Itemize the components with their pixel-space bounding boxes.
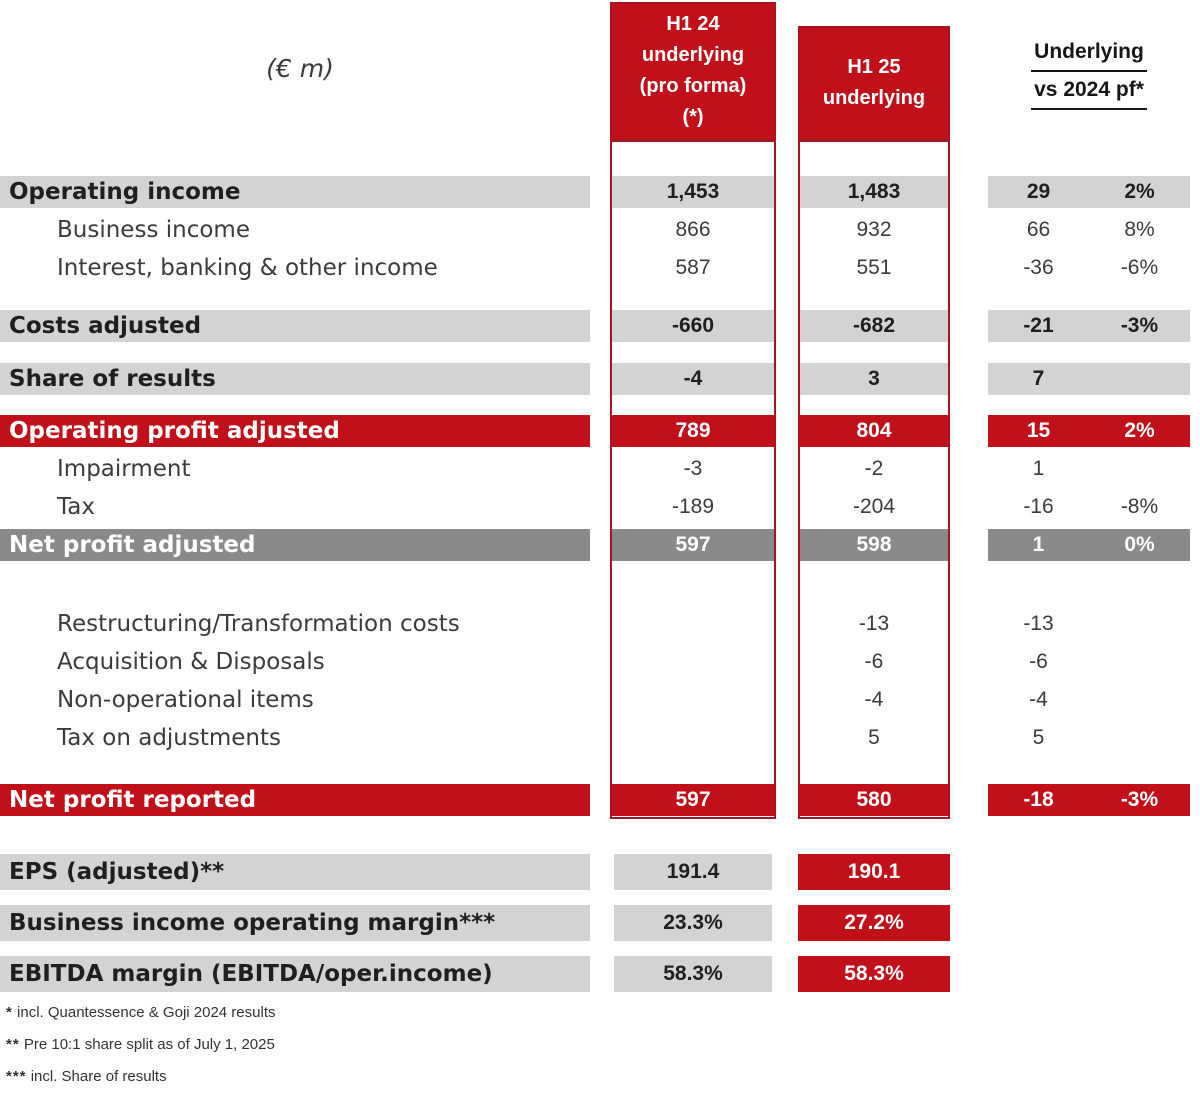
delta-cell (988, 684, 1190, 716)
footnote-text: Pre 10:1 share split as of July 1, 2025 (23, 1036, 275, 1053)
value-h1-24: -3 (683, 457, 703, 480)
delta-percent: 0% (1124, 533, 1155, 556)
table-row (0, 488, 1200, 526)
value-h1-25: 598 (800, 529, 948, 561)
row-label: Acquisition & Disposals (57, 649, 325, 675)
delta-value: 7 (1032, 367, 1045, 390)
value-h1-25: 1,483 (800, 176, 948, 208)
value-h1-25: 5 (868, 726, 880, 749)
row-spacer (0, 564, 1200, 605)
row-label: Impairment (57, 456, 191, 482)
table-row (0, 605, 1200, 643)
footnote (6, 1068, 276, 1085)
table-row (0, 526, 1200, 564)
header-line: underlying (641, 44, 745, 66)
delta-cell (988, 529, 1190, 561)
column-header-h1-25 (798, 26, 950, 140)
delta-cell (988, 646, 1190, 678)
metric-label: Business income operating margin*** (0, 905, 590, 941)
column-header-delta (988, 34, 1190, 110)
metric-label: EBITDA margin (EBITDA/oper.income) (0, 956, 590, 992)
value-h1-25: 580 (800, 784, 948, 816)
delta-value: 29 (1026, 180, 1051, 203)
header-line: underlying (822, 87, 926, 109)
footnote-text: incl. Share of results (30, 1068, 167, 1085)
delta-value: -21 (1023, 314, 1054, 337)
delta-value: -16 (1023, 495, 1054, 518)
row-label: Tax on adjustments (57, 725, 282, 751)
value-h1-25: 804 (800, 415, 948, 447)
metric-value-h1-24: 58.3% (614, 956, 772, 992)
delta-cell (988, 722, 1190, 754)
footnote-marker: * (6, 1004, 13, 1021)
value-h1-25: -6 (864, 650, 884, 673)
value-h1-24 (612, 646, 774, 678)
header-line: (pro forma) (639, 75, 747, 97)
delta-percent: -3% (1120, 788, 1159, 811)
row-spacer (0, 345, 1200, 360)
column-header-h1-24 (610, 2, 776, 140)
delta-percent: 2% (1124, 180, 1155, 203)
metrics-section (0, 852, 1200, 1005)
delta-percent: -3% (1120, 314, 1159, 337)
value-h1-25: -682 (800, 310, 948, 342)
row-spacer (0, 757, 1200, 781)
table-body (0, 140, 1200, 819)
value-h1-24 (612, 608, 774, 640)
delta-percent: 8% (1124, 218, 1155, 241)
delta-cell (988, 214, 1190, 246)
delta-cell (988, 310, 1190, 342)
value-h1-24: 1,453 (612, 176, 774, 208)
row-label: Net profit reported (0, 784, 590, 816)
row-label: Operating profit adjusted (0, 415, 590, 447)
header-line: H1 25 (847, 56, 901, 78)
table-row (0, 412, 1200, 450)
header-line: (*) (682, 106, 704, 128)
value-h1-25: -2 (864, 457, 884, 480)
table-row (0, 450, 1200, 488)
metric-value-h1-25: 190.1 (798, 854, 950, 890)
value-h1-24: 597 (612, 784, 774, 816)
row-label: Restructuring/Transformation costs (57, 611, 460, 637)
footnote-text: incl. Quantessence & Goji 2024 results (17, 1004, 276, 1021)
delta-cell (988, 608, 1190, 640)
value-h1-25: -13 (858, 612, 890, 635)
delta-value: -4 (1029, 688, 1048, 711)
value-h1-25: 551 (856, 256, 892, 279)
header-line: H1 24 (666, 13, 720, 35)
row-label: Net profit adjusted (0, 529, 590, 561)
value-h1-25: 3 (800, 363, 948, 395)
delta-value: 1 (1032, 457, 1045, 480)
footnotes (6, 1004, 276, 1100)
delta-cell (988, 363, 1190, 395)
metric-row (0, 954, 1200, 994)
value-h1-24 (612, 722, 774, 754)
delta-cell (988, 252, 1190, 284)
row-label: Business income (57, 217, 250, 243)
value-h1-25: 932 (856, 218, 892, 241)
table-row (0, 643, 1200, 681)
table-row (0, 781, 1200, 819)
footnote (6, 1036, 276, 1053)
metric-value-h1-25: 58.3% (798, 956, 950, 992)
footnote-marker: ** (6, 1036, 20, 1053)
delta-value: -6 (1029, 650, 1048, 673)
row-spacer (0, 398, 1200, 412)
table-row (0, 719, 1200, 757)
row-label: Tax (57, 494, 95, 520)
table-row (0, 307, 1200, 345)
value-h1-24: 866 (675, 218, 711, 241)
row-label: Operating income (0, 176, 590, 208)
delta-cell (988, 415, 1190, 447)
row-label: Non-operational items (57, 687, 314, 713)
delta-value: -36 (1023, 256, 1054, 279)
delta-percent: -6% (1120, 256, 1159, 279)
metric-row (0, 852, 1200, 892)
header-line: Underlying (1031, 34, 1147, 72)
delta-value: 5 (1032, 726, 1045, 749)
metric-row (0, 903, 1200, 943)
table-row (0, 360, 1200, 398)
value-h1-24: 597 (612, 529, 774, 561)
delta-value: 66 (1026, 218, 1051, 241)
delta-value: 1 (1032, 533, 1045, 556)
metric-value-h1-25: 27.2% (798, 905, 950, 941)
row-label: Share of results (0, 363, 590, 395)
value-h1-25: -204 (852, 495, 896, 518)
row-label: Interest, banking & other income (57, 255, 438, 281)
row-spacer (0, 287, 1200, 307)
delta-percent: -8% (1120, 495, 1159, 518)
delta-cell (988, 784, 1190, 816)
header-line: vs 2024 pf* (1031, 72, 1147, 110)
metric-value-h1-24: 23.3% (614, 905, 772, 941)
value-h1-24: -4 (612, 363, 774, 395)
value-h1-24: 789 (612, 415, 774, 447)
metric-value-h1-24: 191.4 (614, 854, 772, 890)
row-label: Costs adjusted (0, 310, 590, 342)
delta-value: 15 (1026, 419, 1051, 442)
table-row (0, 249, 1200, 287)
footnote-marker: *** (6, 1068, 27, 1085)
value-h1-24 (612, 684, 774, 716)
delta-cell (988, 491, 1190, 523)
table-row (0, 211, 1200, 249)
table-row (0, 173, 1200, 211)
delta-value: -18 (1023, 788, 1054, 811)
delta-value: -13 (1023, 612, 1054, 635)
delta-cell (988, 453, 1190, 485)
unit-label: (€ m) (266, 54, 334, 83)
value-h1-25: -4 (864, 688, 884, 711)
footnote (6, 1004, 276, 1021)
table-row (0, 681, 1200, 719)
delta-cell (988, 176, 1190, 208)
row-spacer (0, 140, 1200, 173)
delta-percent: 2% (1124, 419, 1155, 442)
value-h1-24: -189 (671, 495, 715, 518)
metric-label: EPS (adjusted)** (0, 854, 590, 890)
value-h1-24: 587 (675, 256, 711, 279)
value-h1-24: -660 (612, 310, 774, 342)
